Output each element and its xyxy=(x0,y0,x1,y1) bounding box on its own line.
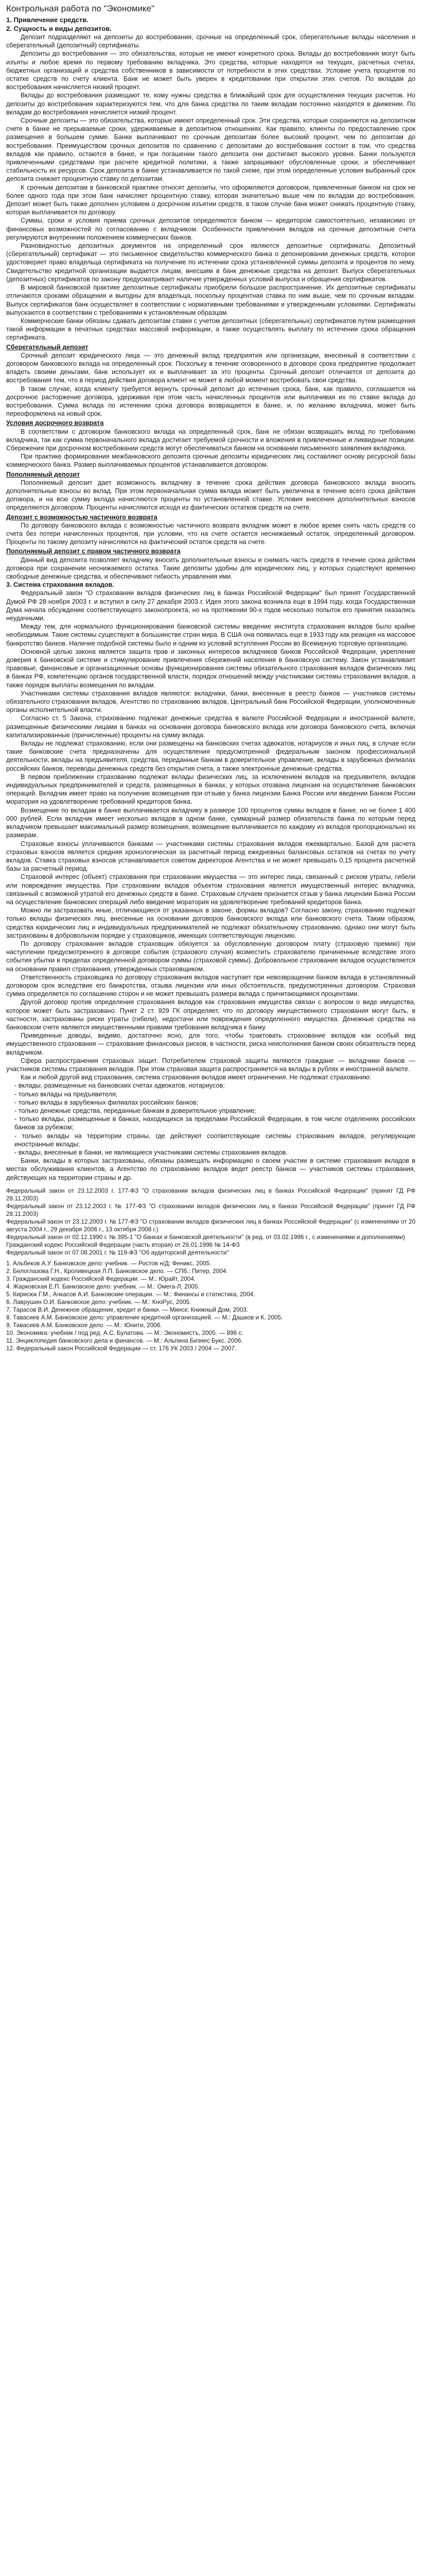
reference-item: 6. Лаврушин О.И. Банковское дело: учебник. — М.: КноРус, 2005. xyxy=(6,1298,191,1306)
paragraph: По договору банковского вклада с возможностью частичного возврата вкладчик может в любое время снять часть средств со счета без потери начисленных процентов, при условии, что на счете остается неснижаемый остаток, определенный договором. Проценты по такому депозиту начисляются на фактический остаток средств на счете. xyxy=(6,521,415,546)
reference-item: 4. Жарковская Е.П. Банковское дело: учебник. — М.: Омега-Л, 2005. xyxy=(6,1282,200,1290)
paragraph: Срочные депозиты — это обязательства, которые имеют определенный срок. Эти средства, которые сохраняются на депозитном счете в банке не прерываемые сроки, удерживаемые в депозитном отношениях. Как правило, клиенты по предоставлению срок размещения в большем сумме. Банки выплачивают по срочным депозитам более высокий процент, чем по депозитам до востребования. Преимуществом срочных депозитов по сравнению с депозитами до востребования состоит в том, что средства вкладов как правило, остаются в банке, и при погашении такого депозита они достигают высокого уровня. Банки пользуются привлеченными средствами при расчете кредитной политики, а также запрашивают обусловленные сроки, и обеспечивают стабильность их ресурсов. Срок депозита в банке устанавливается по такой схеме, при этом определенные условия выбранный срок депозита снижает процентную ставку по депозитам. xyxy=(6,117,415,183)
paragraph: Можно ли застраховать иные, отличающиеся от указанных в законе, формы вкладов? Согласно закону, страхованию подлежат только вклады физических лиц, внесенные на основании договоров банковского вклада или банковского счета. Таким образом, средства юридических лиц и индивидуальных предпринимателей не подлежат обязательному страхованию, однако они могут быть застрахованы в добровольном порядке у страховщиков, имеющих соответствующую лицензию. xyxy=(6,907,415,939)
list-item: - только вклады, размещенные в банках, находящихся за пределами Российской Федерации, в том числе отделениях российских банков за рубежом; xyxy=(14,1115,415,1131)
subheading-replenish: Пополняемый депозит xyxy=(6,470,80,478)
reference-item: 12. Федеральный закон Российской Федерации — ст. 176 УК 2003 / 2004 — 2007. xyxy=(6,1344,236,1352)
paragraph: Страховой интерес (объект) страхования при страховании имущества — это интерес лица, связанный с риском утраты, гибели или повреждения имущества. При страховании вкладов объектом страхования является имущественный интерес вкладчика, связанный с возможной утратой его денежных средств в банке. Страховым случаем признается отзыв у банка лицензии Банка России на осуществление банковских операций либо введение моратория на удовлетворение требований кредиторов банка. xyxy=(6,873,415,906)
reference-item: Гражданский кодекс Российской Федерации (часть вторая) от 26.01.1996 № 14-ФЗ xyxy=(6,1241,240,1248)
document-title: Контрольная работа по "Экономике" xyxy=(6,4,154,13)
list-item: - вклады, размещенные на банковских счетах адвокатов, нотариусов; xyxy=(14,1082,225,1090)
paragraph: Возмещение по вкладам в банке выплачивается вкладчику в размере 100 процентов суммы вкладов в банке, но не более 1 400 000 рублей. Если вкладчик имеет несколько вкладов в одном банке, суммарный размер обязательств банка по которым перед вкладчиком превышает максимальный размер возмещения, возмещение выплачивается по каждому из вкладов пропорционально их размерам. xyxy=(6,806,415,839)
paragraph: По договору страхования вкладов страховщик обязуется за обусловленную договором плату (страховую премию) при наступлении предусмотренного в договоре события (страхового случая) возместить страхователю причиненные вследствие этого события убытки в пределах определенной договором суммы (страховой суммы). Добровольное страхование вкладов осуществляется на основании правил страхования, утвержденных страховщиком. xyxy=(6,940,415,973)
term-deposit-section xyxy=(6,116,415,342)
list-item: - только денежные средства, переданные банкам в доверительное управление; xyxy=(14,1107,256,1114)
list-item: - только вклады в зарубежных филиалах российских банков; xyxy=(14,1098,199,1106)
subheading-withdraw: Условия досрочного возврата xyxy=(6,419,104,427)
paragraph: Страховые взносы уплачиваются банками — участниками системы страхования вкладов ежеквартально. Базой для расчета страховых взносов является средняя хронологическая за расчетный период ежедневных балансовых остатков на счетах по учету вкладов. Ставка страховых взносов устанавливается советом директоров Агентства и не может превышать 0,15 процента расчетной базы за расчетный период. xyxy=(6,840,415,873)
paragraph: Сфера распространения страховых защит. Потребителем страховой защиты являются граждане — вкладчики банков — участников системы страхования вкладов. При этом страховая защита распространяется на вклады в рублях и иностранной валюте. xyxy=(6,1057,415,1073)
list-item: - вклады, внесенные в банки, не являющиеся участниками системы страхования вкладов. xyxy=(14,1149,288,1157)
paragraph: Суммы, сроки и условия приема срочных депозитов определяются банком — кредитором самостоятельно, независимо от финансовых возможностей по согласованию с вкладчиком. Особенности привлечения вкладов на срочные депозитные счета регулируются внутренним положением коммерческих банков. xyxy=(6,217,415,241)
paragraph: Депозиты до востребования — это обязательства, которые не имеют конкретного срока. Вклады до востребования могут быть изъяты и любое время по первому требованию вкладчика. Это средства, которые находятся на текущих, расчетных счетах, бюджетных организаций и средства собственников в зависимости от потребности в этих средствах. Условие учета процентов по остатке средств по счету клиента. Банк не может быть уверен в кредитовании при открытии этих счетов. По вкладам до востребования начисляется низкий процент. xyxy=(6,50,415,91)
paragraph: Между тем, для нормального функционирования банковской системы введение института страхования вкладов было крайне необходимым. Такие системы существуют в большинстве стран мира. В США она появилась еще в 1933 году как реакция на массовое банкротство банков. Наличие подобной системы было и одним из условий вступления России во Всемирную торговую организацию. xyxy=(6,623,415,647)
paragraph: Депозит подразделяют на депозиты до востребования, срочные на определенный срок, сберегательные вклады населения и сберегательный (депозитный) сертификаты. xyxy=(6,33,415,49)
paragraph: Приведенные доводы, видимо, достаточно ясно, для того, чтобы трактовать страхование вкладов как особый вид имущественного страхования — страхование финансовых рисков, в частности, риска неисполнения банком своих обязательств перед вкладчиком. xyxy=(6,1032,415,1056)
paragraph: Участниками системы страхования вкладов являются: вкладчики, банки, внесенные в реестр банков — участников системы обязательного страхования вкладов, Агентство по страхованию вкладов, Центральный банк Российской Федерации, уполномоченные органы исполнительной власти. xyxy=(6,689,415,714)
reference-item: Федеральный закон от 23.12.2003 г. № 177-ФЗ "О страховании вкладов физических лиц в банках Российской Федерации" (принят ГД РФ 28.11.2003) xyxy=(6,1202,415,1217)
reference-item: Федеральный закон от 23.12.2003 г. № 177-ФЗ "О страховании вкладов физических лиц в банках Российской Федерации" (с изменениями от 20 августа 2004 г., 29 декабря 2006 г., 13 октября 2008 г.) xyxy=(6,1217,415,1233)
subheading-combo: Пополняемый депозит с правом частичного возврата xyxy=(6,548,181,555)
reference-item: 11. Энциклопедия банковского дела и финансов. — М.: Альпина Бизнес Букс, 2006. xyxy=(6,1336,243,1344)
paragraph: В таком случае, когда клиенту требуется вернуть срочный депозит до истечения срока, банк, как правило, соглашается на досрочное расторжение договора, удерживая при этом часть начисленных процентов или выплачивая их по ставке вклада до востребования. Сумма вклада по истечении срока договора возвращается в банке, и, по желанию вкладчика, может быть переоформлена на новый срок. xyxy=(6,385,415,418)
reference-item: 8. Тавасиев А.М. Банковское дело: управление кредитной организацией. — М.: Дашков и К, 2005. xyxy=(6,1313,283,1321)
paragraph: Вклады до востребования размещают те, кому нужны средства в ближайший срок для осуществления текущих расчетов. Но депозиты до востребования характеризуются тем, что для банка средства по таким вкладам постоянно находятся в движении. По вкладам до востребования начисляется низкий процент. xyxy=(6,92,415,116)
reference-item: 3. Гражданский кодекс Российской Федерации. — М.: Юрайт, 2004. xyxy=(6,1275,196,1282)
list-item: - только вклады на предъявителя; xyxy=(14,1090,118,1098)
section-heading-1: 1. Привлечение средств. xyxy=(6,16,89,24)
paragraph: Вклады не подлежат страхованию, если они размещены на банковских счетах адвокатов, нотариусов и иных лиц, в случае если такие банковские счета предназначены для осуществления предусмотренной федеральным законом профессиональной деятельности, вклады на предъявителя, средства, переданные банкам в доверительное управление, вклады в зарубежных филиалах российских банков, переводы денежных средств без открытия счета, а также электронные денежные средства. xyxy=(6,740,415,772)
paragraph: Данный вид депозита позволяет вкладчику вносить дополнительные взносы и снимать часть средств в течение срока действия договора при сохранении неснижаемого остатка. Такие депозиты удобны для юридических лиц, у которых существуют временно свободные денежные средства, и обеспечивают гибкость управления ими. xyxy=(6,556,415,580)
paragraph: Согласно ст. 5 Закона, страхованию подлежат денежные средства в валюте Российской Федерации и иностранной валюте, размещенные физическими лицами в банках на основании договора банковского вклада или договора банковского счета, включая капитализированные (причисленные) проценты на сумму вклада. xyxy=(6,715,415,739)
paragraph: Ответственность страховщика по договору страхования вкладов наступает при невозвращении банком вклада в установленный договором срок вследствие его банкротства, отзыва лицензии или иных обстоятельств, предусмотренных договором. Страховая сумма определяется по соглашению сторон и не может превышать размера вклада с причитающимися процентами. xyxy=(6,973,415,998)
paragraph: В мировой банковской практике депозитные сертификаты приобрели большое распространение. Их депозитные сертификаты отличаются сроками обращения и выгодны для владельца, поскольку процентная ставка по ним выше, чем по срочным вкладам. Выпуск сертификатов банк осуществляет в соответствии с нормативными требованиями и утвержденными условиями. Сертификаты выпускаются в соответствии с требованиями к установленным образцам. xyxy=(6,284,415,316)
reference-item: 10. Экономика: учебник / под ред. А.С. Булатова. — М.: Экономистъ, 2005. — 896 с. xyxy=(6,1329,243,1336)
references-list xyxy=(6,1187,415,1352)
paragraph: К срочным депозитам в банковской практике относят депозиты, что оформляются договором, привлеченные банком на срок не более одного года при этом банк начисляет процентную ставку, которая значительно выше чем по вкладам до востребования. Депозит может быть также дополнен условием о досрочном изъятии средств, в таком случае банк может снижать процентную ставку, которая выплачивается по договору. xyxy=(6,183,415,216)
paragraph: Основной целью закона является защита прав и законных интересов вкладчиков банков Российской Федерации, укрепление доверия к банковской системе и стимулирование привлечения сбережений населения в банковскую систему. Закон устанавливает правовые, финансовые и организационные основы функционирования системы обязательного страхования вкладов физических лиц в банках РФ, компетенцию органов государственной власти, порядок отношений между участниками системы страхования вкладов, а также порядок выплаты возмещения по вкладам. xyxy=(6,648,415,689)
paragraph: Банки, вклады в которых застрахованы, обязаны размещать информацию о своем участии в системе страхования вкладов в местах обслуживания клиентов, а Агентство по страхованию вкладов ведет реестр банков — участников системы страхования, действующих на территории страны и др. xyxy=(6,1157,415,1181)
reference-item: 7. Тарасов В.И. Денежное обращение, кредит и банки. — Минск: Книжный Дом, 2003. xyxy=(6,1306,249,1313)
list-item: - только вклады на территории страны, где действуют соответствующие системы страхования вкладов, регулирующие иностранные вклады; xyxy=(14,1132,415,1148)
intro-section xyxy=(6,33,415,116)
paragraph: Коммерческие банки обязаны сдавать депозитам ставки с учетом депозитных (сберегательных) сертификатов путем размещения такой информации в печатных средствах массовой информации, а также осуществлять выплату по истечении срока обращения сертификата. xyxy=(6,317,415,342)
section-heading-insurance: 3. Система страхования вкладов. xyxy=(6,581,114,589)
reference-item: 9. Тавасиев А.М. Банковское дело. — М.: Юнити, 2006. xyxy=(6,1321,162,1329)
reference-item: Федеральный закон от 23.12.2003 г. 177-ФЗ "О страховании вкладов физических лиц в банках Российской Федерации" (принят ГД РФ 28.11.2003) xyxy=(6,1187,415,1202)
reference-item: 2. Белоглазова Г.Н., Кроливецкая Л.П. Банковское дело. — СПб.: Питер, 2004. xyxy=(6,1267,228,1275)
paragraph: Пополняемый депозит дает возможность вкладчику в течение срока действия договора банковского вклада вносить дополнительные взносы во вклад. При этом первоначальная сумма вклада может быть увеличена в течение всего срока действия договора, и на всю сумму вклада начисляются проценты по установленной ставке. Условия внесения дополнительных взносов определяются договором. Проценты начисляются исходя из фактических остатков средств на счете. xyxy=(6,479,415,512)
subheading-partial: Депозит с возможностью частичного возврата xyxy=(6,513,158,521)
paragraph: Разновидностью депозитных документов на определенный срок являются депозитные сертификаты. Депозитный (сберегательный) сертификат — это письменное свидетельство коммерческого банка о депонировании денежных средств, которое удостоверяет право владельца сертификата на получение по истечении срока установленной суммы депозита и процентов по нему. Свидетельство кредитной организации выдается лицам, внесшим в банк денежные средства на депозит. Выпуск сберегательных (депозитных) сертификатов по закону предусматривает наличие утвержденных условий выпуска и обращения сертификатов. xyxy=(6,242,415,283)
reference-item: 5. Кирисюк Г.М., Ачкасов А.И. Банковские операции. — М.: Финансы и статистика, 2004. xyxy=(6,1290,255,1298)
paragraph: Федеральный закон "О страховании вкладов физических лиц в банках Российской Федерации" был принят Государственной Думой РФ 28 ноября 2003 г. и вступил в силу 27 декабря 2003 г. Идея этого закона возникла еще в 1994 году, когда Государственная Дума начала обсуждение соответствующего законопроекта, но на протяжении 90-х годов несколько попыток его принятия оказались неудачными. xyxy=(6,589,415,622)
paragraph: В первом приближении страхованию подлежат вклады физических лиц, за исключением вкладов на предъявителя, вкладов индивидуальных предпринимателей и средств, размещенных в банках, у которых отозвана лицензия на осуществление банковских операций. Вкладчик имеет право на получение возмещения при отзыве у банка лицензии Банка России или введении Банком России моратория на удовлетворение требований кредиторов банка. xyxy=(6,773,415,806)
insurance-section xyxy=(6,589,415,1081)
subheading-savings: Сберегательный депозит xyxy=(6,343,89,351)
reference-item: Федеральный закон от 02.12.1990 г. № 395-1 "О банках и банковской деятельности" (в ред. от 03.02.1996 г., с изменениями и дополнениями) xyxy=(6,1233,405,1241)
paragraph: В соответствии с договором банковского вклада на определенный срок, банк не обязан возвращать вклад по требованию вкладчика, так как сумма первоначального вклада достигает требуемой срочности и вложения в привлеченные и ликвидные позиции. Сбережения при досрочном востребовании средств могут обеспечиваться банком на основании письменного заявления вкладчика. xyxy=(6,428,415,452)
paragraph: При практике формирования межбанковского депозита срочные депозиты юридических лиц составляют основу ресурсной базы коммерческого банка. Размер выплачиваемых процентов устанавливается договором. xyxy=(6,453,415,469)
paragraph: Другой договор против определения страхования вкладов как страхования имущества связан с вопросом о виде имущества, которое может быть застраховано. Пункт 2 ст. 929 ГК определяет, что по договору имущественного страхования могут быть, в частности, застрахованы риски утраты (гибели), недостачи или повреждения определенного имущества. Денежные средства на банковском счете являются имущественными правами требования вкладчика к банку. xyxy=(6,998,415,1031)
paragraph: Срочный депозит юридического лица — это денежный вклад предприятия или организации, внесенный в соответствии с договором банковского вклада на определенный срок. Поскольку в течение оговоренного в договоре срока предприятие продолжает владеть своими деньгами, банк использует их и выплачивает за это проценты. Срочный депозит отличается от депозита до востребования тем, что в период действия договора клиент не может в любой момент востребовать свои средства. xyxy=(6,351,415,384)
paragraph: Как и любой другой вид страхования, система страхования вкладов имеет ограничения. Не подлежат страхованию: xyxy=(21,1074,372,1081)
reference-item: 1. Альбеков А.У. Банковское дело: учебник. — Ростов н/Д: Феникс, 2005. xyxy=(6,1259,212,1267)
section-heading-2: 2. Сущность и виды депозитов. xyxy=(6,25,112,32)
reference-item: Федеральный закон от 07.08.2001 г. № 119-ФЗ "Об аудиторской деятельности" xyxy=(6,1248,229,1256)
excluded-deposits-list xyxy=(6,1081,415,1157)
